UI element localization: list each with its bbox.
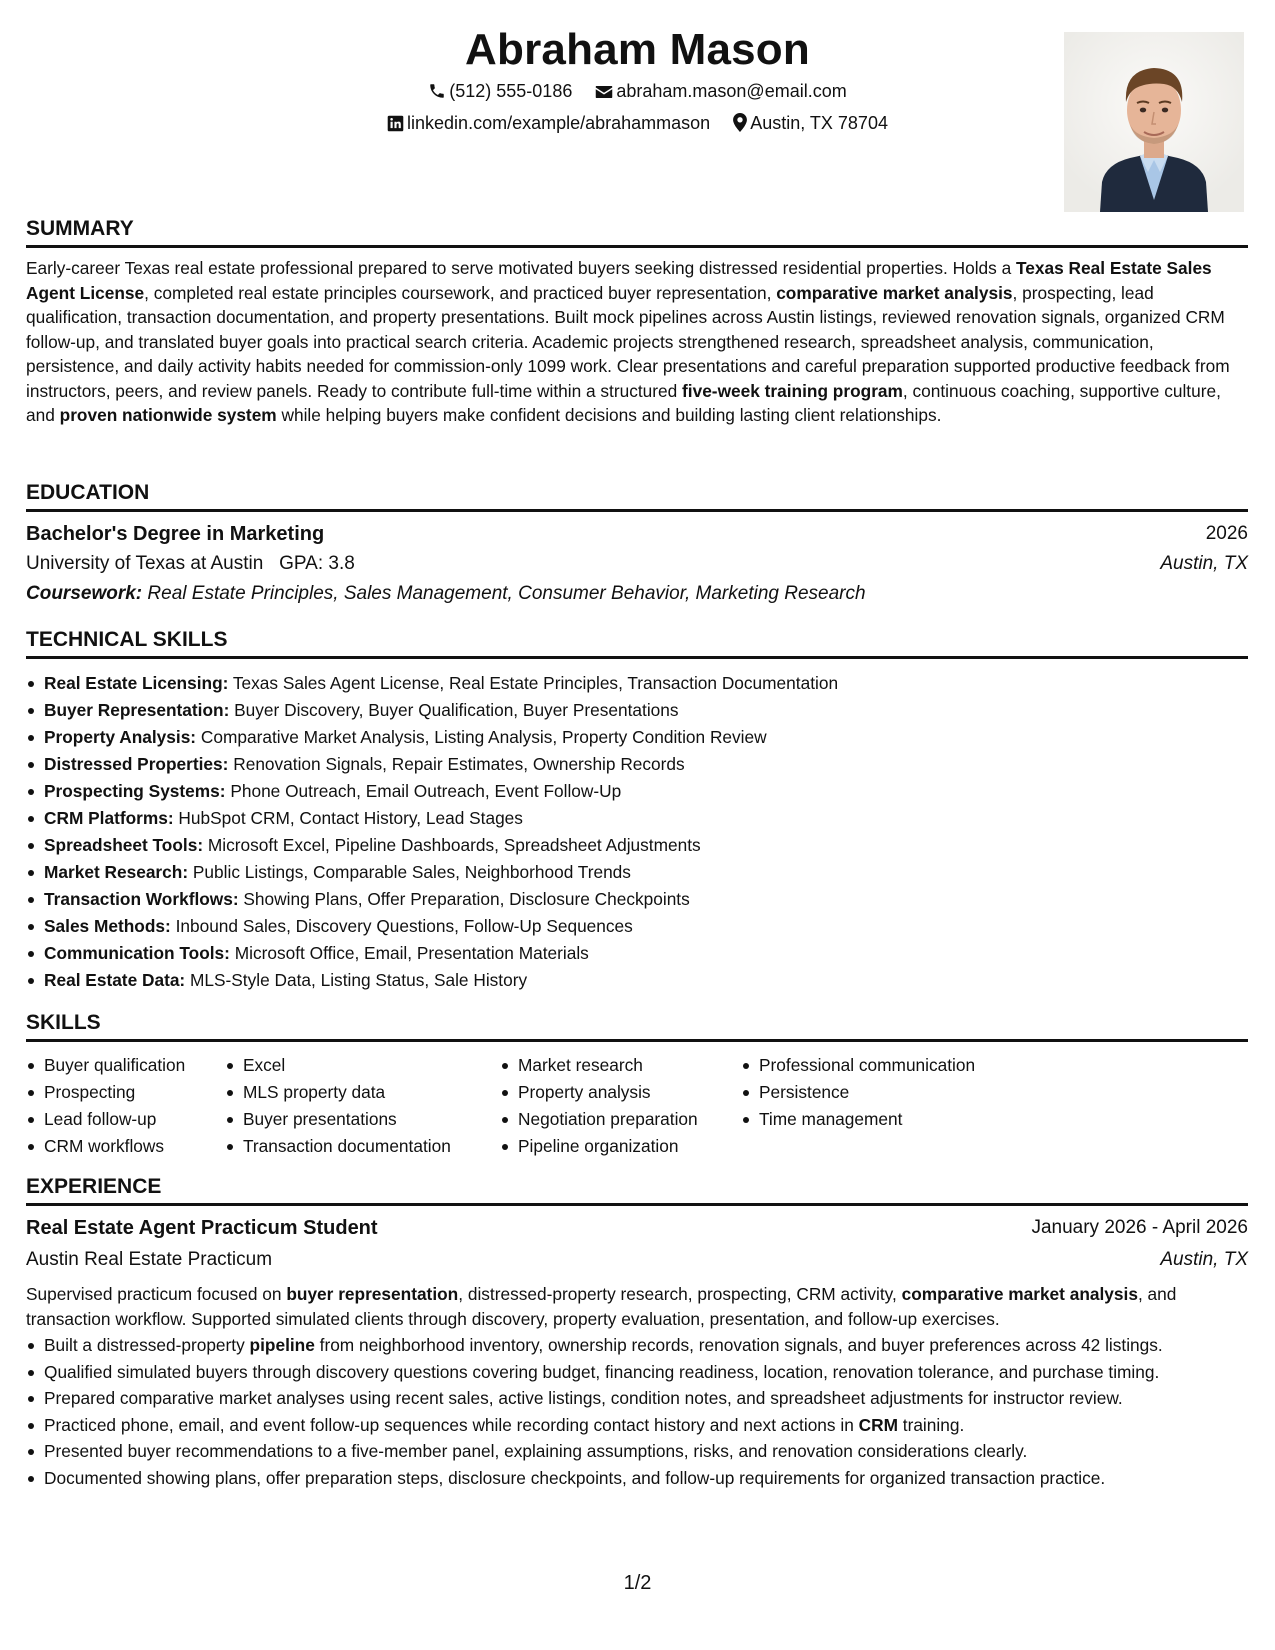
technical-skill-item xyxy=(26,832,1248,859)
technical-skill-label: Communication Tools: xyxy=(44,943,230,963)
email-text[interactable]: abraham.mason@email.com xyxy=(616,81,847,101)
technical-skill-item xyxy=(26,940,1248,967)
technical-skill-label: CRM Platforms: xyxy=(44,808,174,828)
skills-column-2 xyxy=(225,1052,451,1160)
skill-item: Professional communication xyxy=(741,1052,975,1079)
candidate-name: Abraham Mason xyxy=(465,25,810,74)
education-heading: EDUCATION xyxy=(26,480,1248,512)
summary-text: while helping buyers make confident decisions and building lasting client relationships. xyxy=(276,405,942,425)
technical-skill-item xyxy=(26,751,1248,778)
gpa: GPA: 3.8 xyxy=(279,553,355,574)
school-location: Austin, TX xyxy=(1160,553,1248,574)
skill-item: Negotiation preparation xyxy=(500,1106,698,1133)
degree-title: Bachelor's Degree in Marketing xyxy=(26,523,325,545)
experience-bullet-emphasis: pipeline xyxy=(249,1335,315,1355)
profile-photo xyxy=(1064,32,1244,212)
location-contact xyxy=(733,111,888,138)
summary-emphasis: Texas Real Estate Sales Agent License xyxy=(26,258,1212,303)
technical-skill-item xyxy=(26,886,1248,913)
linkedin-text[interactable]: linkedin.com/example/abrahammason xyxy=(407,113,711,133)
experience-bullet-emphasis: CRM xyxy=(858,1414,898,1435)
skill-item: Transaction documentation xyxy=(225,1133,451,1160)
skills-column-3 xyxy=(500,1052,698,1160)
experience-heading: EXPERIENCE xyxy=(26,1174,1248,1206)
experience-bullet xyxy=(26,1413,1248,1438)
linkedin-contact[interactable] xyxy=(387,111,710,138)
school-name: University of Texas at Austin xyxy=(26,553,264,574)
phone-contact xyxy=(428,79,572,106)
experience-bullet-text: Prepared comparative market analyses using recent sales, active listings, condition notes, and spreadsheet adjustments for instructor review. xyxy=(44,1388,1123,1408)
school-line xyxy=(26,552,355,576)
technical-skill-label: Distressed Properties: xyxy=(44,754,229,774)
page-number: 1/2 xyxy=(623,1572,652,1594)
skill-item: Excel xyxy=(225,1052,451,1079)
technical-skill-item xyxy=(26,697,1248,724)
experience-summary-emphasis: comparative market analysis xyxy=(901,1284,1138,1304)
technical-skill-value: Public Listings, Comparable Sales, Neighborhood Trends xyxy=(188,862,631,882)
graduation-year: 2026 xyxy=(1205,523,1248,544)
location-text: Austin, TX 78704 xyxy=(750,113,888,133)
summary-emphasis: proven nationwide system xyxy=(59,405,277,425)
technical-skill-item xyxy=(26,724,1248,751)
technical-skill-value: Phone Outreach, Email Outreach, Event Follow-Up xyxy=(225,781,622,801)
technical-skill-label: Buyer Representation: xyxy=(44,700,230,720)
technical-skill-value: Comparative Market Analysis, Listing Analysis, Property Condition Review xyxy=(196,727,767,747)
technical-skill-label: Market Research: xyxy=(44,862,189,882)
experience-bullet-text: training. xyxy=(897,1414,965,1435)
skill-item: Pipeline organization xyxy=(500,1133,698,1160)
technical-skills-list xyxy=(26,670,1248,994)
technical-skill-item xyxy=(26,913,1248,940)
summary-text: , prospecting, lead qualification, transaction documentation, and property presentations. Built mock pipelines across Austin listings, reviewed renovation signals, organized CRM follow-up, and translated buyer goals into practical search criteria. Academic projects strengthened research, spreadsheet analysis, communication, persistence, and daily activity habits needed for commission-only 1099 work. Clear presentations and careful preparation supported productive feedback from instructors, peers, and review panels. Ready to contribute full-time within a structured xyxy=(26,282,1230,401)
skills-heading: SKILLS xyxy=(26,1010,1248,1042)
experience-bullet-text: Documented showing plans, offer preparation steps, disclosure checkpoints, and follow-up requirements for organized transaction practice. xyxy=(44,1467,1106,1488)
skill-item: Prospecting xyxy=(26,1079,185,1106)
technical-skill-label: Transaction Workflows: xyxy=(44,889,239,909)
coursework-label: Coursework: xyxy=(26,583,143,604)
experience-bullet-text: Built a distressed-property xyxy=(44,1335,250,1355)
technical-skill-value: HubSpot CRM, Contact History, Lead Stages xyxy=(173,808,523,828)
skill-item: Persistence xyxy=(741,1079,975,1106)
experience-summary xyxy=(26,1282,1248,1331)
technical-skill-value: Microsoft Excel, Pipeline Dashboards, Spreadsheet Adjustments xyxy=(203,835,701,855)
organization-location: Austin, TX xyxy=(1160,1249,1248,1270)
skill-item: Market research xyxy=(500,1052,698,1079)
technical-skill-label: Property Analysis: xyxy=(44,727,197,747)
technical-skill-value: Texas Sales Agent License, Real Estate Principles, Transaction Documentation xyxy=(228,673,839,693)
skill-item: MLS property data xyxy=(225,1079,451,1106)
experience-bullet xyxy=(26,1386,1248,1411)
summary-emphasis: five-week training program xyxy=(682,380,903,401)
experience-bullet xyxy=(26,1439,1248,1464)
summary-paragraph xyxy=(26,256,1248,428)
experience-bullet-text: Presented buyer recommendations to a five-member panel, explaining assumptions, risks, and renovation considerations clearly. xyxy=(44,1441,1028,1461)
experience-bullet-text: from neighborhood inventory, ownership records, renovation signals, and buyer preferences across 42 listings. xyxy=(314,1335,1163,1355)
experience-summary-text: , distressed-property research, prospecting, CRM activity, xyxy=(458,1284,902,1304)
technical-skill-value: Buyer Discovery, Buyer Qualification, Buyer Presentations xyxy=(229,700,679,720)
technical-skill-value: Microsoft Office, Email, Presentation Materials xyxy=(229,943,589,963)
summary-emphasis: comparative market analysis xyxy=(776,282,1013,303)
experience-summary-text: Supervised practicum focused on xyxy=(26,1284,287,1304)
skill-item: Property analysis xyxy=(500,1079,698,1106)
technical-skill-label: Sales Methods: xyxy=(44,916,171,936)
technical-skill-value: Inbound Sales, Discovery Questions, Follow-Up Sequences xyxy=(170,916,633,936)
experience-bullet-text: Practiced phone, email, and event follow-up sequences while recording contact history and next actions in xyxy=(44,1414,859,1435)
coursework-list: Real Estate Principles, Sales Management, Consumer Behavior, Marketing Research xyxy=(147,583,866,604)
technical-skill-value: Renovation Signals, Repair Estimates, Ownership Records xyxy=(228,754,685,774)
envelope-icon xyxy=(595,82,613,106)
experience-bullet xyxy=(26,1333,1248,1358)
skill-item: Buyer presentations xyxy=(225,1106,451,1133)
technical-skill-label: Spreadsheet Tools: xyxy=(44,835,204,855)
skill-item: Buyer qualification xyxy=(26,1052,185,1079)
technical-skill-value: Showing Plans, Offer Preparation, Disclosure Checkpoints xyxy=(238,889,690,909)
technical-skill-value: MLS-Style Data, Listing Status, Sale History xyxy=(185,970,528,990)
coursework-line xyxy=(26,582,866,606)
technical-skill-item xyxy=(26,778,1248,805)
role-title: Real Estate Agent Practicum Student xyxy=(26,1217,378,1239)
experience-bullets xyxy=(26,1333,1248,1492)
skills-column-4 xyxy=(741,1052,975,1133)
linkedin-icon xyxy=(387,114,404,138)
skill-item: Time management xyxy=(741,1106,975,1133)
summary-text: Early-career Texas real estate professional prepared to serve motivated buyers seeking distressed residential properties. Holds a xyxy=(26,258,1017,278)
experience-bullet xyxy=(26,1360,1248,1385)
technical-skills-heading: TECHNICAL SKILLS xyxy=(26,627,1248,659)
organization-name: Austin Real Estate Practicum xyxy=(26,1249,273,1270)
technical-skill-label: Real Estate Licensing: xyxy=(44,673,229,693)
experience-bullet-text: Qualified simulated buyers through discovery questions covering budget, financing readiness, location, renovation tolerance, and purchase timing. xyxy=(44,1361,1160,1382)
map-pin-icon xyxy=(733,113,747,138)
phone-text: (512) 555-0186 xyxy=(449,81,573,101)
experience-summary-text: , and transaction workflow. Supported simulated clients through discovery, property evaluation, presentation, and follow-up exercises. xyxy=(26,1284,1177,1329)
skill-item: CRM workflows xyxy=(26,1133,185,1160)
technical-skill-item xyxy=(26,859,1248,886)
technical-skill-label: Prospecting Systems: xyxy=(44,781,226,801)
experience-bullet xyxy=(26,1466,1248,1491)
summary-text: , completed real estate principles coursework, and practiced buyer representation, xyxy=(144,282,777,303)
experience-summary-emphasis: buyer representation xyxy=(286,1284,459,1304)
technical-skill-item xyxy=(26,967,1248,994)
summary-text: , continuous coaching, supportive culture, and xyxy=(26,380,1221,425)
skills-column-1 xyxy=(26,1052,185,1160)
summary-heading: SUMMARY xyxy=(26,216,1248,248)
technical-skill-label: Real Estate Data: xyxy=(44,970,186,990)
phone-icon xyxy=(428,82,446,106)
technical-skill-item xyxy=(26,805,1248,832)
technical-skill-item xyxy=(26,670,1248,697)
email-contact[interactable] xyxy=(595,79,846,106)
role-dates: January 2026 - April 2026 xyxy=(1031,1217,1248,1238)
skill-item: Lead follow-up xyxy=(26,1106,185,1133)
